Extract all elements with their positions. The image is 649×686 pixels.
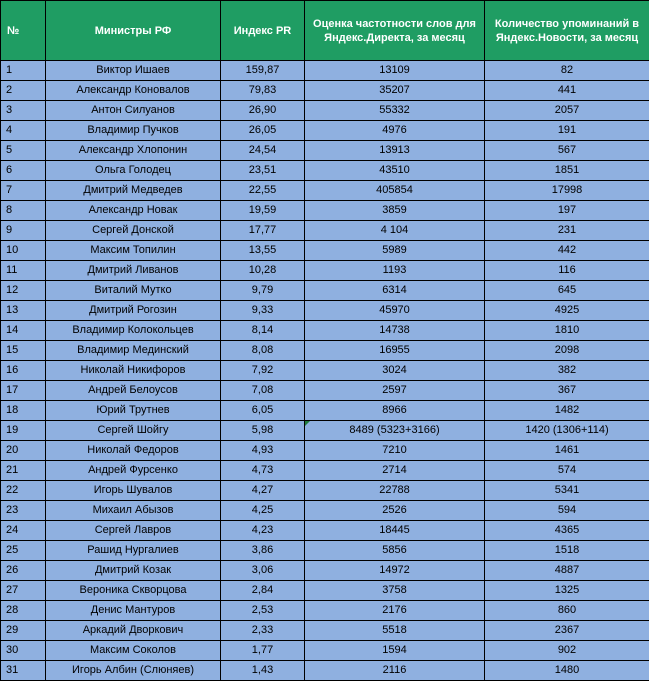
- cell-news-mentions: 116: [485, 261, 649, 281]
- cell-direct-frequency: 5518: [305, 621, 485, 641]
- table-row: [1, 641, 649, 661]
- table-row: [1, 241, 649, 261]
- cell-number: 23: [1, 501, 46, 521]
- table-row: [1, 601, 649, 621]
- cell-direct-frequency: 1193: [305, 261, 485, 281]
- header-number: №: [1, 1, 46, 61]
- header-direct-frequency: Оценка частотности слов для Яндекс.Директа, за месяц: [305, 1, 485, 61]
- cell-number: 25: [1, 541, 46, 561]
- cell-news-mentions: 1851: [485, 161, 649, 181]
- table-row: [1, 561, 649, 581]
- cell-minister: Дмитрий Козак: [46, 561, 221, 581]
- cell-minister: Виталий Мутко: [46, 281, 221, 301]
- cell-pr-index: 4,25: [221, 501, 305, 521]
- cell-news-mentions: 197: [485, 201, 649, 221]
- cell-news-mentions: 4887: [485, 561, 649, 581]
- cell-direct-frequency: 13109: [305, 61, 485, 81]
- cell-news-mentions: 2098: [485, 341, 649, 361]
- cell-news-mentions: 1461: [485, 441, 649, 461]
- cell-pr-index: 4,23: [221, 521, 305, 541]
- cell-number: 14: [1, 321, 46, 341]
- cell-direct-frequency: 5856: [305, 541, 485, 561]
- cell-news-mentions: 645: [485, 281, 649, 301]
- table-row: [1, 661, 649, 681]
- table-row: [1, 201, 649, 221]
- table-row: [1, 381, 649, 401]
- table-row: [1, 621, 649, 641]
- cell-direct-frequency: 35207: [305, 81, 485, 101]
- cell-number: 22: [1, 481, 46, 501]
- cell-direct-frequency: 4 104: [305, 221, 485, 241]
- cell-minister: Вероника Скворцова: [46, 581, 221, 601]
- cell-pr-index: 8,14: [221, 321, 305, 341]
- cell-direct-frequency: 18445: [305, 521, 485, 541]
- cell-news-mentions: 4925: [485, 301, 649, 321]
- cell-news-mentions: 902: [485, 641, 649, 661]
- table-row: [1, 221, 649, 241]
- cell-number: 18: [1, 401, 46, 421]
- cell-minister: Владимир Пучков: [46, 121, 221, 141]
- table-row: [1, 261, 649, 281]
- cell-pr-index: 4,93: [221, 441, 305, 461]
- cell-minister: Александр Хлопонин: [46, 141, 221, 161]
- table-row: [1, 521, 649, 541]
- cell-news-mentions: 1325: [485, 581, 649, 601]
- cell-number: 19: [1, 421, 46, 441]
- cell-number: 9: [1, 221, 46, 241]
- header-minister: Министры РФ: [46, 1, 221, 61]
- cell-pr-index: 7,08: [221, 381, 305, 401]
- cell-number: 3: [1, 101, 46, 121]
- table-row: [1, 541, 649, 561]
- header-pr-index: Индекс PR: [221, 1, 305, 61]
- cell-number: 5: [1, 141, 46, 161]
- cell-number: 17: [1, 381, 46, 401]
- cell-news-mentions: 4365: [485, 521, 649, 541]
- cell-number: 30: [1, 641, 46, 661]
- cell-pr-index: 13,55: [221, 241, 305, 261]
- cell-number: 29: [1, 621, 46, 641]
- cell-news-mentions: 1420 (1306+114): [485, 421, 649, 441]
- cell-minister: Дмитрий Ливанов: [46, 261, 221, 281]
- cell-minister: Дмитрий Медведев: [46, 181, 221, 201]
- cell-direct-frequency: 6314: [305, 281, 485, 301]
- cell-news-mentions: 441: [485, 81, 649, 101]
- cell-minister: Виктор Ишаев: [46, 61, 221, 81]
- cell-number: 1: [1, 61, 46, 81]
- cell-news-mentions: 382: [485, 361, 649, 381]
- cell-news-mentions: 442: [485, 241, 649, 261]
- cell-direct-frequency: 3024: [305, 361, 485, 381]
- cell-pr-index: 79,83: [221, 81, 305, 101]
- cell-direct-frequency: 22788: [305, 481, 485, 501]
- cell-pr-index: 1,43: [221, 661, 305, 681]
- table-row: [1, 481, 649, 501]
- cell-minister: Юрий Трутнев: [46, 401, 221, 421]
- cell-news-mentions: 574: [485, 461, 649, 481]
- cell-minister: Максим Топилин: [46, 241, 221, 261]
- cell-pr-index: 23,51: [221, 161, 305, 181]
- table-row: [1, 421, 649, 441]
- cell-direct-frequency: 7210: [305, 441, 485, 461]
- cell-number: 20: [1, 441, 46, 461]
- cell-direct-frequency: 55332: [305, 101, 485, 121]
- cell-number: 21: [1, 461, 46, 481]
- cell-pr-index: 10,28: [221, 261, 305, 281]
- cell-news-mentions: 17998: [485, 181, 649, 201]
- cell-direct-frequency: 43510: [305, 161, 485, 181]
- table-row: [1, 281, 649, 301]
- cell-minister: Александр Коновалов: [46, 81, 221, 101]
- cell-minister: Максим Соколов: [46, 641, 221, 661]
- cell-minister: Сергей Лавров: [46, 521, 221, 541]
- cell-direct-frequency: 14738: [305, 321, 485, 341]
- cell-direct-frequency: 8966: [305, 401, 485, 421]
- table-row: [1, 321, 649, 341]
- cell-news-mentions: 82: [485, 61, 649, 81]
- cell-direct-frequency: 3758: [305, 581, 485, 601]
- cell-minister: Андрей Белоусов: [46, 381, 221, 401]
- cell-direct-frequency: 8489 (5323+3166): [305, 421, 485, 441]
- cell-number: 6: [1, 161, 46, 181]
- cell-minister: Антон Силуанов: [46, 101, 221, 121]
- cell-minister: Михаил Абызов: [46, 501, 221, 521]
- table-row: [1, 361, 649, 381]
- cell-number: 13: [1, 301, 46, 321]
- table-row: [1, 301, 649, 321]
- table-row: [1, 341, 649, 361]
- cell-pr-index: 5,98: [221, 421, 305, 441]
- cell-pr-index: 2,53: [221, 601, 305, 621]
- cell-direct-frequency: 2176: [305, 601, 485, 621]
- table-row: [1, 461, 649, 481]
- table-row: [1, 501, 649, 521]
- cell-pr-index: 1,77: [221, 641, 305, 661]
- cell-direct-frequency: 5989: [305, 241, 485, 261]
- cell-number: 12: [1, 281, 46, 301]
- cell-minister: Ольга Голодец: [46, 161, 221, 181]
- cell-minister: Николай Никифоров: [46, 361, 221, 381]
- cell-pr-index: 6,05: [221, 401, 305, 421]
- cell-pr-index: 9,79: [221, 281, 305, 301]
- cell-direct-frequency: 4976: [305, 121, 485, 141]
- cell-pr-index: 17,77: [221, 221, 305, 241]
- cell-minister: Денис Мантуров: [46, 601, 221, 621]
- cell-news-mentions: 1810: [485, 321, 649, 341]
- cell-number: 27: [1, 581, 46, 601]
- cell-number: 10: [1, 241, 46, 261]
- cell-direct-frequency: 13913: [305, 141, 485, 161]
- cell-number: 28: [1, 601, 46, 621]
- cell-news-mentions: 367: [485, 381, 649, 401]
- cell-minister: Сергей Шойгу: [46, 421, 221, 441]
- cell-number: 16: [1, 361, 46, 381]
- cell-number: 8: [1, 201, 46, 221]
- cell-pr-index: 2,33: [221, 621, 305, 641]
- cell-pr-index: 26,90: [221, 101, 305, 121]
- cell-number: 15: [1, 341, 46, 361]
- table-row: [1, 581, 649, 601]
- cell-number: 11: [1, 261, 46, 281]
- cell-minister: Владимир Колокольцев: [46, 321, 221, 341]
- cell-number: 26: [1, 561, 46, 581]
- cell-pr-index: 7,92: [221, 361, 305, 381]
- cell-news-mentions: 5341: [485, 481, 649, 501]
- cell-minister: Николай Федоров: [46, 441, 221, 461]
- cell-minister: Дмитрий Рогозин: [46, 301, 221, 321]
- cell-direct-frequency: 2714: [305, 461, 485, 481]
- cell-pr-index: 2,84: [221, 581, 305, 601]
- cell-minister: Игорь Шувалов: [46, 481, 221, 501]
- cell-direct-frequency: 45970: [305, 301, 485, 321]
- cell-pr-index: 159,87: [221, 61, 305, 81]
- cell-direct-frequency: 2526: [305, 501, 485, 521]
- cell-direct-frequency: 2116: [305, 661, 485, 681]
- cell-minister: Александр Новак: [46, 201, 221, 221]
- cell-direct-frequency: 1594: [305, 641, 485, 661]
- cell-pr-index: 3,86: [221, 541, 305, 561]
- table-row: [1, 401, 649, 421]
- cell-direct-frequency: 14972: [305, 561, 485, 581]
- cell-direct-frequency: 3859: [305, 201, 485, 221]
- cell-news-mentions: 594: [485, 501, 649, 521]
- cell-minister: Игорь Албин (Слюняев): [46, 661, 221, 681]
- table-row: [1, 101, 649, 121]
- cell-pr-index: 24,54: [221, 141, 305, 161]
- cell-pr-index: 4,27: [221, 481, 305, 501]
- cell-pr-index: 19,59: [221, 201, 305, 221]
- cell-pr-index: 3,06: [221, 561, 305, 581]
- table-row: [1, 141, 649, 161]
- cell-news-mentions: 567: [485, 141, 649, 161]
- cell-pr-index: 4,73: [221, 461, 305, 481]
- cell-number: 31: [1, 661, 46, 681]
- table-row: [1, 441, 649, 461]
- cell-number: 24: [1, 521, 46, 541]
- cell-minister: Аркадий Дворкович: [46, 621, 221, 641]
- cell-pr-index: 26,05: [221, 121, 305, 141]
- cell-number: 2: [1, 81, 46, 101]
- cell-pr-index: 9,33: [221, 301, 305, 321]
- cell-number: 4: [1, 121, 46, 141]
- table-row: [1, 61, 649, 81]
- cell-minister: Андрей Фурсенко: [46, 461, 221, 481]
- cell-direct-frequency: 16955: [305, 341, 485, 361]
- cell-news-mentions: 1482: [485, 401, 649, 421]
- header-news-mentions: Количество упоминаний в Яндекс.Новости, за месяц: [485, 1, 649, 61]
- cell-pr-index: 8,08: [221, 341, 305, 361]
- cell-news-mentions: 1480: [485, 661, 649, 681]
- cell-news-mentions: 1518: [485, 541, 649, 561]
- cell-news-mentions: 2057: [485, 101, 649, 121]
- cell-news-mentions: 231: [485, 221, 649, 241]
- cell-minister: Сергей Донской: [46, 221, 221, 241]
- table-body: [1, 61, 649, 681]
- cell-pr-index: 22,55: [221, 181, 305, 201]
- table-row: [1, 81, 649, 101]
- table-row: [1, 181, 649, 201]
- cell-minister: Владимир Мединский: [46, 341, 221, 361]
- header-row: [1, 1, 649, 61]
- table-row: [1, 161, 649, 181]
- cell-number: 7: [1, 181, 46, 201]
- cell-minister: Рашид Нургалиев: [46, 541, 221, 561]
- cell-news-mentions: 191: [485, 121, 649, 141]
- cell-direct-frequency: 405854: [305, 181, 485, 201]
- table-row: [1, 121, 649, 141]
- cell-news-mentions: 2367: [485, 621, 649, 641]
- cell-news-mentions: 860: [485, 601, 649, 621]
- cell-direct-frequency: 2597: [305, 381, 485, 401]
